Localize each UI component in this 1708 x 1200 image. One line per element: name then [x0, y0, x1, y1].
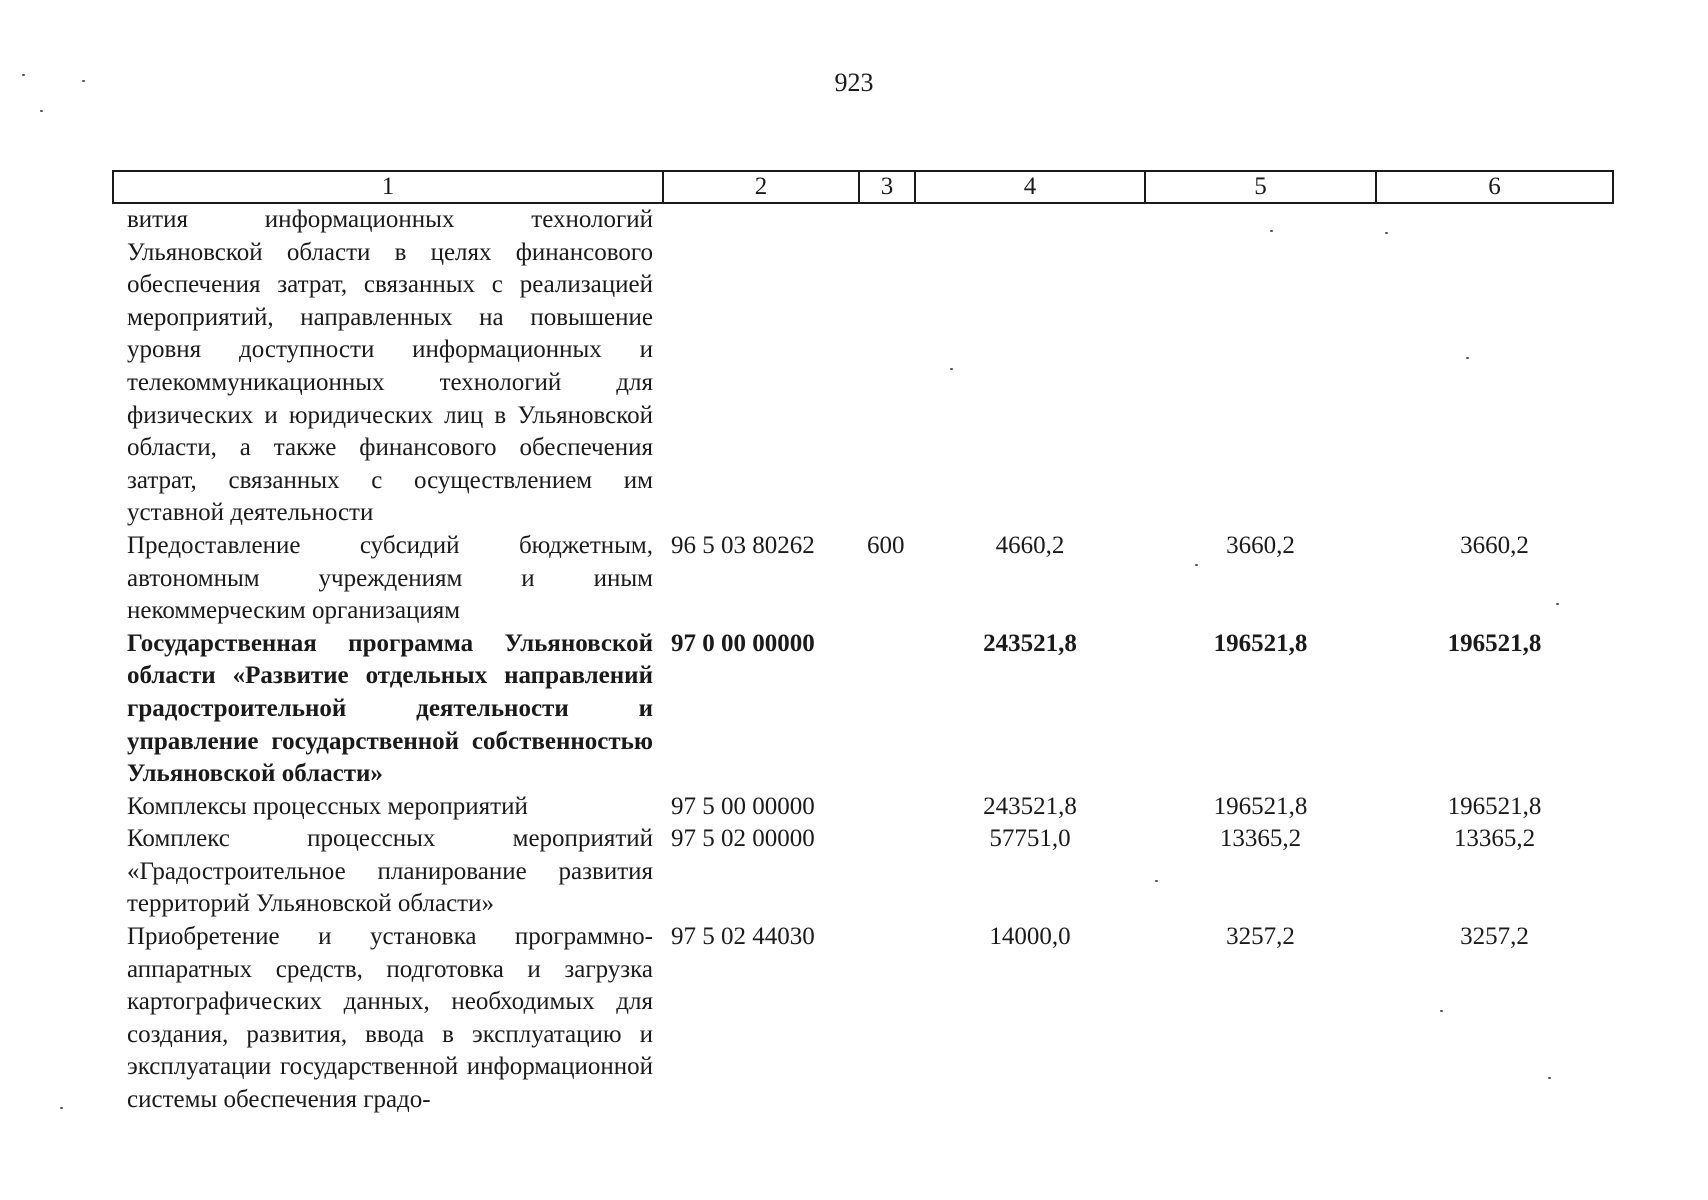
row-expense-type	[859, 921, 915, 1117]
row-expense-type: 600	[867, 531, 905, 559]
row-amount-col5: 3660,2	[1226, 531, 1295, 559]
page-number: 923	[834, 68, 874, 97]
table-row	[113, 823, 1613, 921]
row-name: Приобретение и установка программно-аппаратных средств, подготовка и загрузка картографических данных, необходимых для создания, развития, ввода в эксплуатацию и эксплуатации государственной информационной системы обеспечения градо-	[127, 923, 653, 1114]
row-code: 97 5 02 00000	[671, 825, 815, 853]
row-amount-col6	[1376, 203, 1613, 530]
header-col-6: 6	[1376, 171, 1613, 203]
row-code: 97 0 00 00000	[671, 629, 815, 657]
row-amount-col5	[1145, 203, 1376, 530]
row-expense-type	[859, 203, 915, 530]
row-amount-col5: 196521,8	[1213, 792, 1308, 820]
row-amount-col4: 243521,8	[983, 792, 1077, 820]
row-name: Комплекс процессных мероприятий «Градостроительное планирование развития территорий Ульяновской области»	[127, 825, 653, 918]
header-col-5: 5	[1145, 171, 1376, 203]
scan-speck	[82, 80, 85, 82]
row-name: Государственная программа Ульяновской области «Развитие отдельных направлений градостроительной деятельности и управление государственной собственностью Ульяновской области»	[127, 629, 653, 788]
scan-speck	[950, 368, 953, 370]
header-col-3: 3	[859, 171, 915, 203]
table-row	[113, 791, 1613, 824]
table-row	[113, 628, 1613, 791]
scan-speck	[1270, 230, 1273, 232]
row-amount-col6: 3257,2	[1460, 923, 1529, 951]
row-amount-col6: 196521,8	[1447, 629, 1542, 657]
row-code	[663, 203, 859, 530]
row-amount-col4: 57751,0	[989, 825, 1071, 853]
header-col-1: 1	[113, 171, 663, 203]
table-row	[113, 530, 1613, 628]
budget-table	[112, 170, 1614, 1117]
row-amount-col5: 3257,2	[1226, 923, 1295, 951]
row-expense-type	[859, 823, 915, 921]
scan-speck	[1155, 880, 1158, 882]
scan-speck	[1385, 232, 1388, 234]
row-amount-col5: 196521,8	[1213, 629, 1308, 657]
scan-speck	[1440, 1010, 1443, 1012]
row-amount-col6: 196521,8	[1447, 792, 1542, 820]
header-row	[113, 171, 1613, 203]
scan-speck	[40, 110, 43, 112]
scan-speck	[22, 74, 25, 76]
table-row	[113, 921, 1613, 1117]
header-col-4: 4	[915, 171, 1145, 203]
row-name: Комплексы процессных мероприятий	[127, 792, 528, 820]
row-name: Предоставление субсидий бюджетным, автономным учреждениям и иным некоммерческим организациям	[127, 531, 653, 625]
scan-speck	[1556, 603, 1559, 605]
scan-speck	[1548, 1077, 1551, 1079]
row-amount-col5: 13365,2	[1219, 825, 1302, 853]
scan-speck	[60, 1107, 63, 1109]
scan-speck	[1195, 564, 1198, 566]
table-body	[113, 203, 1613, 1117]
row-amount-col4	[915, 203, 1145, 530]
row-amount-col6: 3660,2	[1460, 531, 1529, 559]
row-amount-col4: 243521,8	[983, 629, 1077, 657]
table-row	[113, 203, 1613, 530]
table-header	[113, 171, 1613, 203]
row-amount-col4: 4660,2	[995, 531, 1065, 559]
row-code: 96 5 03 80262	[671, 531, 815, 559]
row-name: вития информационных технологий Ульяновской области в целях финансового обеспечения затрат, связанных с реализацией мероприятий, направленных на повышение уровня доступности информационных и телекоммуникационных технологий для физических и юридических лиц в Ульяновской области, а также финансового обеспечения затрат, связанных с осуществлением им уставной деятельности	[127, 206, 653, 527]
header-col-2: 2	[663, 171, 859, 203]
row-amount-col6: 13365,2	[1453, 825, 1536, 853]
row-code: 97 5 00 00000	[671, 792, 815, 820]
row-expense-type	[859, 791, 915, 824]
row-code: 97 5 02 44030	[671, 923, 815, 951]
row-amount-col4: 14000,0	[989, 923, 1071, 951]
scan-speck	[1466, 357, 1469, 359]
row-expense-type	[859, 628, 915, 791]
